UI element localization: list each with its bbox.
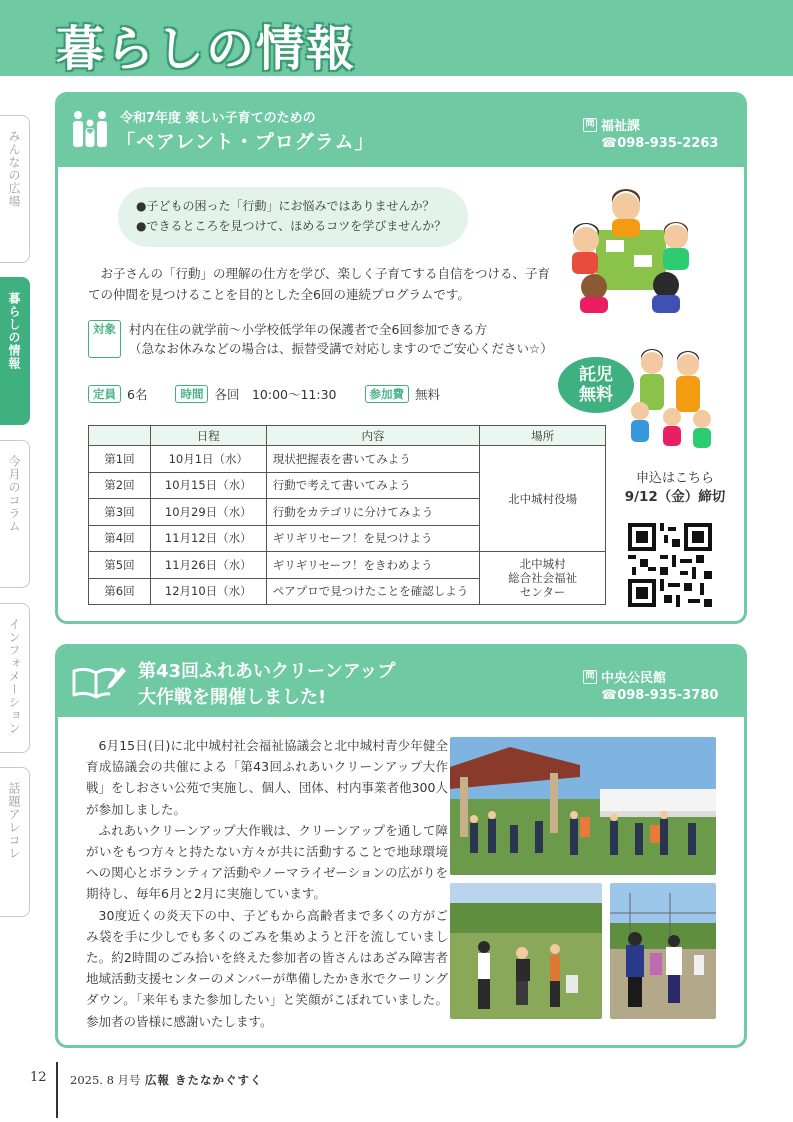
contact-info bbox=[583, 667, 718, 703]
table-row bbox=[89, 446, 606, 473]
footer-divider bbox=[56, 1062, 58, 1118]
session-no: 第2回 bbox=[89, 472, 151, 499]
session-date: 12月10日（水） bbox=[150, 578, 266, 605]
table-header: 日程 bbox=[150, 426, 266, 446]
book-pen-icon bbox=[70, 661, 126, 701]
session-place bbox=[480, 552, 606, 605]
program-intro: お子さんの「行動」の理解の仕方を学び、楽しく子育てする自信をつける、子育ての仲間を見つけることを目的とした全6回の連続プログラムです。 bbox=[88, 266, 551, 302]
page-title: 暮らしの情報 bbox=[56, 21, 357, 77]
article-paragraph: ふれあいクリーンアップ大作戦は、クリーンアップを通して障がいをもつ方々と持たない方々が共に活動することで地球環境への関心とボランティア活動やノーマライゼーションの広がりを期待し、毎年6月と2月に実施しています。 bbox=[86, 822, 448, 902]
side-tab-minna[interactable] bbox=[0, 115, 30, 263]
fee-value: 無料 bbox=[415, 387, 441, 402]
session-place: 北中城村役場 bbox=[480, 446, 606, 552]
contact-tel: ☎098-935-3780 bbox=[601, 688, 719, 703]
session-content: 現状把握表を書いてみよう bbox=[266, 446, 480, 473]
place-line: 総合社会福祉 bbox=[508, 571, 578, 585]
session-no: 第5回 bbox=[89, 552, 151, 579]
session-date: 10月15日（水） bbox=[150, 472, 266, 499]
place-line: 北中城村 bbox=[519, 557, 566, 571]
side-tab-label: 暮らしの情報 bbox=[7, 292, 21, 370]
badge-line: 無料 bbox=[579, 385, 613, 405]
side-tab-label: 話題アレコレ bbox=[7, 782, 21, 860]
target-line: （急なお休みなどの場合は、振替受講で対応しますのでご安心ください☆） bbox=[129, 341, 553, 356]
target-line: 村内在住の就学前～小学校低学年の保護者で全6回参加できる方 bbox=[129, 322, 487, 337]
time-value: 各回 10:00～11:30 bbox=[214, 387, 337, 402]
cleanup-title-line1: 第43回ふれあいクリーンアップ bbox=[138, 661, 396, 682]
badge-line: 託児 bbox=[579, 365, 613, 385]
publication-name: 広報 きたなかぐすく bbox=[145, 1073, 263, 1087]
session-no: 第3回 bbox=[89, 499, 151, 526]
session-no: 第6回 bbox=[89, 578, 151, 605]
article-paragraph: 30度近くの炎天下の中、子どもから高齢者まで多くの方がごみ袋を手に少しでも多くのごみを集めようと汗を流していました。約2時間のごみ拾いを終えた参加者の皆さんはあざみ障害者地域活動支援センターのメンバーが準備したかき氷でクーリングダウン。「来年もまた参加したい」と笑顔がこぼれていました。参加者の皆様に感謝いたします。 bbox=[86, 907, 448, 1029]
table-row bbox=[89, 552, 606, 579]
group-discussion-illustration bbox=[566, 185, 696, 315]
cleanup-article bbox=[86, 735, 448, 1032]
session-date: 10月1日（水） bbox=[150, 446, 266, 473]
parent-program-card bbox=[55, 92, 747, 624]
qr-code-icon[interactable] bbox=[628, 523, 712, 607]
apply-deadline: 9/12（金）締切 bbox=[624, 489, 726, 505]
contact-dept: 中央公民館 bbox=[601, 671, 667, 686]
event-photo-gathering bbox=[450, 737, 716, 875]
table-header bbox=[89, 426, 151, 446]
session-no: 第1回 bbox=[89, 446, 151, 473]
schedule-table bbox=[88, 425, 606, 605]
table-header-row bbox=[89, 426, 606, 446]
session-content: ペアプロで見つけたことを確認しよう bbox=[266, 578, 480, 605]
question-line: ●できるところを見つけて、ほめるコツを学びませんか？ bbox=[136, 219, 447, 233]
fee-tag: 参加費 bbox=[365, 385, 410, 403]
inquiry-icon: 問 bbox=[583, 670, 597, 684]
issue-date: 2025. 8 月号 bbox=[70, 1073, 141, 1087]
program-title: 「ペアレント・プログラム」 bbox=[116, 131, 375, 153]
session-content: ギリギリセーフ！をきわめよう bbox=[266, 552, 480, 579]
session-date: 10月29日（水） bbox=[150, 499, 266, 526]
capacity-value: 6名 bbox=[127, 387, 148, 402]
side-tab-label: インフォメーション bbox=[7, 618, 21, 735]
side-tab-column[interactable] bbox=[0, 440, 30, 588]
side-tab-information[interactable] bbox=[0, 603, 30, 753]
target-row bbox=[88, 320, 553, 358]
table-header: 場所 bbox=[480, 426, 606, 446]
card-header bbox=[58, 647, 744, 717]
contact-dept: 福祉課 bbox=[601, 119, 641, 134]
session-no: 第4回 bbox=[89, 525, 151, 552]
session-date: 11月26日（水） bbox=[150, 552, 266, 579]
family-icon bbox=[70, 107, 110, 151]
table-header: 内容 bbox=[266, 426, 480, 446]
contact-info bbox=[583, 115, 718, 151]
session-content: 行動で考えて書いてみよう bbox=[266, 472, 480, 499]
article-paragraph: 6月15日(日)に北中城村社会福祉協議会と北中城村青少年健全育成協議会の共催による「第43回ふれあいクリーンアップ大作戦」をしおさい公苑で実施し、個人、団体、村内事業者他300人が参加しました。 bbox=[86, 738, 448, 817]
info-row bbox=[88, 385, 468, 403]
cleanup-card bbox=[55, 644, 747, 1048]
question-line: ●子どもの困った「行動」にお悩みではありませんか？ bbox=[136, 199, 435, 213]
apply-label: 申込はこちら bbox=[635, 471, 714, 486]
side-tab-label: みんなの広場 bbox=[7, 130, 21, 208]
inquiry-icon: 問 bbox=[583, 118, 597, 132]
time-tag: 時間 bbox=[175, 385, 208, 403]
session-content: ギリギリセーフ！を見つけよう bbox=[266, 525, 480, 552]
cleanup-title-line2: 大作戦を開催しました! bbox=[138, 687, 327, 708]
apply-info bbox=[620, 470, 730, 506]
side-tab-kurashi[interactable] bbox=[0, 277, 30, 425]
session-date: 11月12日（水） bbox=[150, 525, 266, 552]
event-photo-walking bbox=[610, 883, 716, 1019]
question-bubble bbox=[118, 187, 468, 247]
event-photo-picking bbox=[450, 883, 602, 1019]
session-content: 行動をカテゴリに分けてみよう bbox=[266, 499, 480, 526]
page-number: 12 bbox=[30, 1070, 47, 1085]
family-illustration bbox=[620, 345, 720, 455]
place-line: センター bbox=[519, 585, 566, 599]
contact-tel: ☎098-935-2263 bbox=[601, 136, 719, 151]
target-tag: 対象 bbox=[88, 320, 121, 358]
capacity-tag: 定員 bbox=[88, 385, 121, 403]
card-header bbox=[58, 95, 744, 167]
side-tab-topics[interactable] bbox=[0, 767, 30, 917]
program-subtitle: 令和7年度 楽しい子育てのための bbox=[120, 111, 316, 126]
side-tab-label: 今月のコラム bbox=[7, 455, 21, 533]
